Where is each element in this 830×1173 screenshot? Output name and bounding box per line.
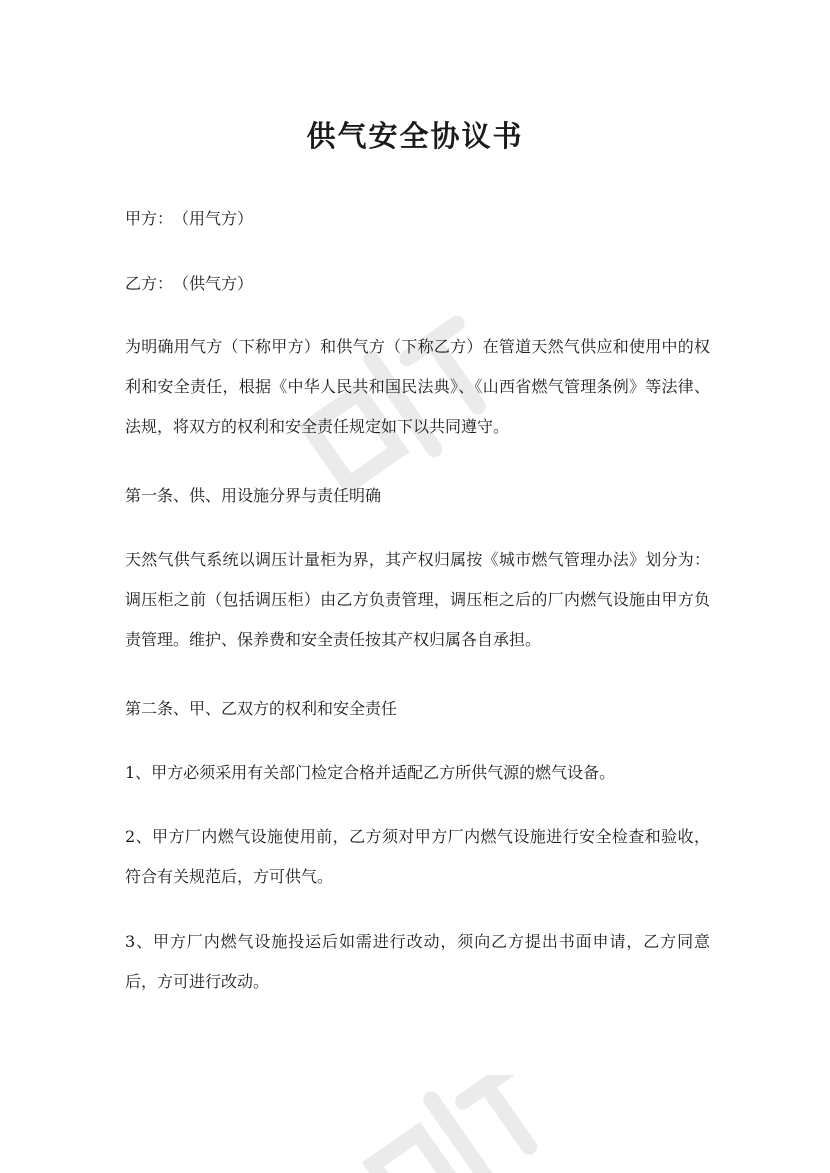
preamble-paragraph: 为明确用气方（下称甲方）和供气方（下称乙方）在管道天然气供应和使用中的权利和安全责任，根据《中华人民共和国民法典》、《山西省燃气管理条例》等法律、法规，将双方的权利和安全责任规定如下以共同遵守。 [125, 337, 710, 436]
article-1-heading: 第一条、供、用设施分界与责任明确 [125, 486, 382, 505]
watermark-graphic-lower [330, 1075, 570, 1173]
article-2-item-3: 3、甲方厂内燃气设施投运后如需进行改动，须向乙方提出书面申请，乙方同意后，方可进行改动。 [125, 932, 710, 991]
article-1-body: 天然气供气系统以调压计量柜为界，其产权归属按《城市燃气管理办法》划分为：调压柜之前（包括调压柜）由乙方负责管理，调压柜之后的厂内燃气设施由甲方负责管理。维护、保养费和安全责任按其产权归属各自承担。 [125, 550, 710, 649]
document-title: 供气安全协议书 [306, 119, 524, 153]
party-b-line: 乙方： （供气方） [125, 274, 254, 293]
party-a-line: 甲方： （用气方） [125, 209, 254, 228]
article-2-heading: 第二条、甲、乙双方的权利和安全责任 [125, 699, 398, 718]
article-2-item-2: 2、甲方厂内燃气设施使用前，乙方须对甲方厂内燃气设施进行安全检查和验收，符合有关规范后，方可供气。 [125, 827, 710, 886]
article-2-item-1: 1、甲方必须采用有关部门检定合格并适配乙方所供气源的燃气设备。 [125, 763, 616, 782]
